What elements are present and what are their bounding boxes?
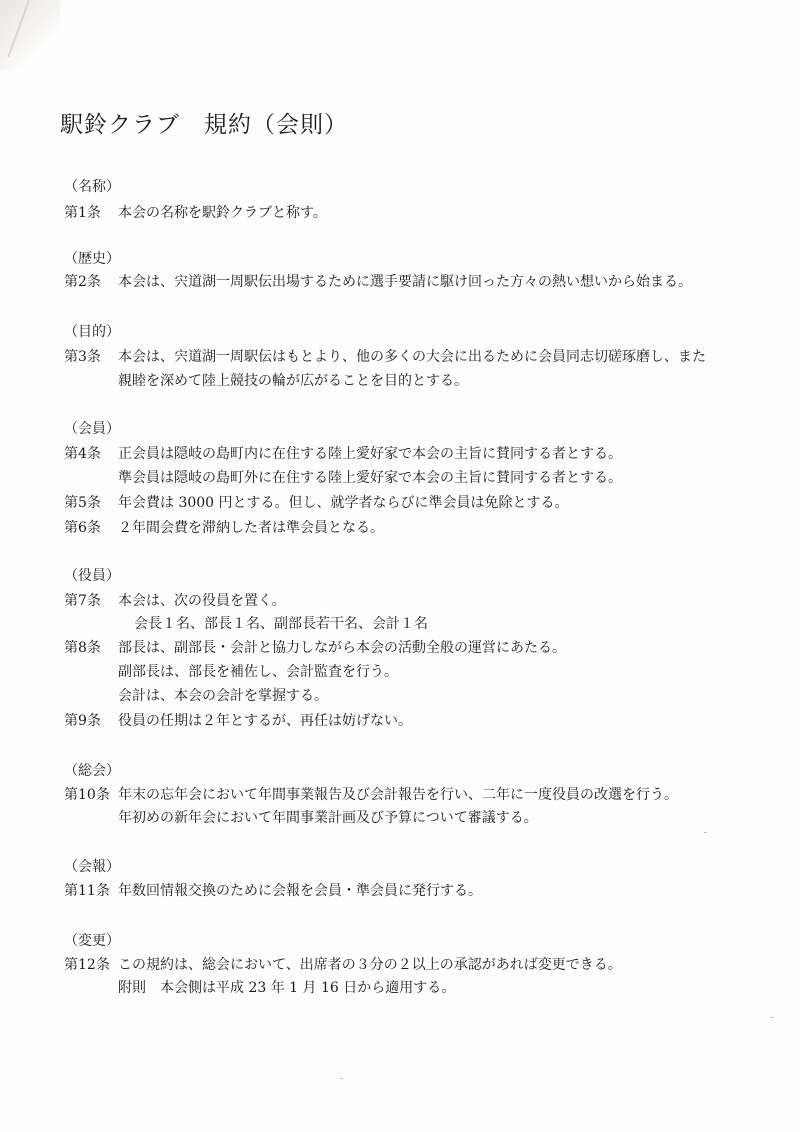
article-number: 第11条 <box>64 883 110 899</box>
document-title: 駅鈴クラブ 規約（会則） <box>60 112 348 138</box>
article-number: 第3条 <box>64 349 101 365</box>
article-text: 部長は、副部長・会計と協力しながら本会の活動全般の運営にあたる。 <box>118 640 566 656</box>
article-text: 本会は、次の役員を置く。 <box>118 593 286 609</box>
article-text: この規約は、総会において、出席者の３分の２以上の承認があれば変更できる。 <box>118 957 622 973</box>
section-heading-officers: （役員） <box>64 568 120 584</box>
article-number: 第9条 <box>64 713 101 729</box>
scan-speck <box>704 832 707 833</box>
section-heading-name: （名称） <box>64 179 120 195</box>
article-text: 年会費は 3000 円とする。但し、就学者ならびに準会員は免除とする。 <box>118 495 569 511</box>
article-number: 第12条 <box>64 957 110 973</box>
section-heading-members: （会員） <box>64 421 120 437</box>
article-text: 準会員は隠岐の島町外に在住する陸上愛好家で本会の主旨に賛同する者とする。 <box>118 470 622 486</box>
article-text: 年末の忘年会において年間事業報告及び会計報告を行い、二年に一度役員の改選を行う。 <box>118 787 678 803</box>
article-number: 第7条 <box>64 593 101 609</box>
article-text: 年初めの新年会において年間事業計画及び予算について審議する。 <box>118 810 538 826</box>
supplementary-provision: 附則 本会側は平成 23 年 1 月 16 日から適用する。 <box>118 980 456 996</box>
article-number: 第4条 <box>64 446 101 462</box>
article-text: 年数回情報交換のために会報を会員・準会員に発行する。 <box>118 883 482 899</box>
article-number: 第2条 <box>64 274 101 290</box>
section-heading-newsletter: （会報） <box>64 859 120 875</box>
article-text: 会計は、本会の会計を掌握する。 <box>118 688 328 704</box>
scan-speck <box>340 1078 343 1079</box>
article-number: 第6条 <box>64 520 101 536</box>
article-text: 本会の名称を駅鈴クラブと称す。 <box>118 205 327 221</box>
article-text: 本会は、宍道湖一周駅伝はもとより、他の多くの大会に出るために会員同志切磋琢磨し、また <box>118 349 706 365</box>
article-text: 会長１名、部長１名、副部長若干名、会計１名 <box>134 616 428 632</box>
article-text: 副部長は、部長を補佐し、会計監査を行う。 <box>118 664 398 680</box>
article-text: 役員の任期は２年とするが、再任は妨げない。 <box>118 713 412 729</box>
article-number: 第10条 <box>64 787 110 803</box>
section-heading-general-meeting: （総会） <box>64 763 120 779</box>
scan-speck <box>771 1017 774 1018</box>
article-text: ２年間会費を滞納した者は準会員となる。 <box>118 520 384 536</box>
paper-corner-shadow <box>0 0 60 70</box>
section-heading-purpose: （目的） <box>64 324 120 340</box>
article-number: 第1条 <box>64 205 101 221</box>
article-number: 第5条 <box>64 495 101 511</box>
article-text: 本会は、宍道湖一周駅伝出場するために選手要請に駆け回った方々の熱い想いから始まる。 <box>118 274 692 290</box>
article-number: 第8条 <box>64 640 101 656</box>
article-text: 正会員は隠岐の島町内に在住する陸上愛好家で本会の主旨に賛同する者とする。 <box>118 446 622 462</box>
article-text: 親睦を深めて陸上競技の輪が広がることを目的とする。 <box>118 373 468 389</box>
section-heading-amendment: （変更） <box>64 933 120 949</box>
section-heading-history: （歴史） <box>64 251 120 267</box>
